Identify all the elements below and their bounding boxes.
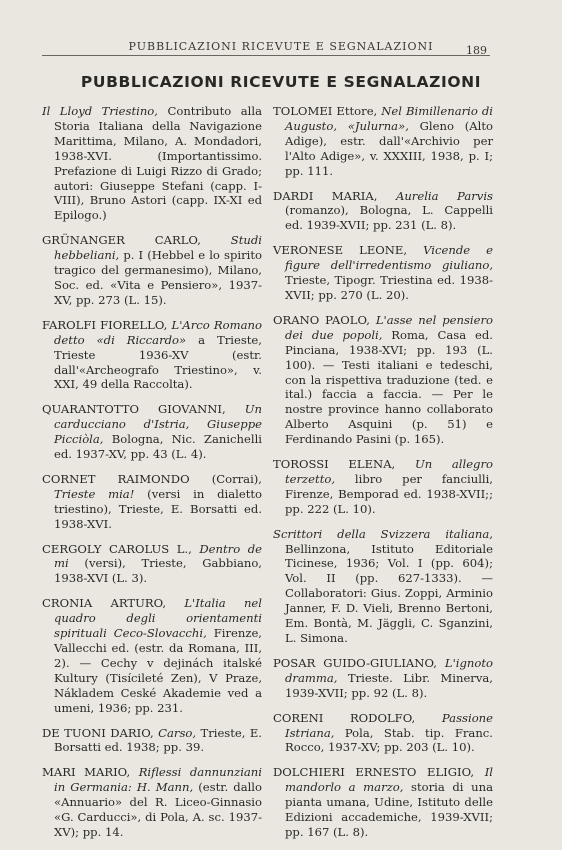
bibliography-entry: DOLCHIERI ERNESTO ELIGIO, Il mandorlo a marzo, storia di una pianta umana, Udine, Istituto delle Edizioni accademiche, 1939-XVII; pp. 167 (L. 8). [273, 765, 493, 839]
bibliography-entry: CORNET RAIMONDO (Corrai), Trieste mia! (versi in dialetto triestino), Trieste, E. Borsatti ed. 1938-XVI. [42, 471, 262, 531]
page-number: 189 [466, 44, 487, 57]
bibliography-entry: POSAR GUIDO-GIULIANO, L'ignoto dramma, Trieste. Libr. Minerva, 1939-XVII; pp. 92 (L. 8). [273, 655, 493, 700]
bibliography-entry: QUARANTOTTO GIOVANNI, Un carducciano d'Istria, Giuseppe Picciòla, Bologna, Nic. Zanichelli ed. 1937-XV, pp. 43 (L. 4). [42, 402, 262, 462]
running-title: PUBBLICAZIONI RICEVUTE E SEGNALAZIONI [128, 40, 434, 53]
bibliography-entry: Il Lloyd Triestino, Contributo alla Storia Italiana della Navigazione Marittima, Milano, A. Mondadori, 1938-XVI. (Importantissimo. Prefazione di Luigi Rizzo di Grado; autori: Giuseppe Stefani (capp. I-VIII), Bruno Astori (capp. IX-XI ed Epilogo.) [42, 104, 262, 223]
header-rule [42, 55, 490, 56]
bibliography-entry: FAROLFI FIORELLO, L'Arco Romano detto «di Riccardo» a Trieste, Trieste 1936-XV (estr. dall'«Archeografo Triestino», v. XXI, 49 della Raccolta). [42, 317, 262, 392]
bibliography-entry: TOROSSI ELENA, Un allegro terzetto, libro per fanciulli, Firenze, Bemporad ed. 1938-XVII;; pp. 222 (L. 10). [273, 457, 493, 516]
bibliography-entry: MARI MARIO, Riflessi dannunziani in Germania: H. Mann, (estr. dallo «Annuario» del R. Liceo-Ginnasio «G. Carducci», di Pola, A. sc. 1937-XV); pp. 14. [42, 765, 262, 839]
bibliography-entry: DARDI MARIA, Aurelia Parvis (romanzo), Bologna, L. Cappelli ed. 1939-XVII; pp. 231 (L. 8). [273, 188, 493, 233]
section-title: PUBBLICAZIONI RICEVUTE E SEGNALAZIONI [80, 73, 482, 91]
right-column [273, 104, 493, 850]
bibliography-entry: TOLOMEI Ettore, Nel Bimillenario di Augusto, «Julurna», Gleno (Alto Adige), estr. dall'«Archivio per l'Alto Adige», v. XXXIII, 1938, p. I; pp. 111. [273, 104, 494, 178]
bibliography-entry: VERONESE LEONE, Vicende e figure dell'irredentismo giuliano, Trieste, Tipogr. Triestina ed. 1938-XVII; pp. 270 (L. 20). [273, 243, 494, 302]
bibliography-entry: GRÜNANGER CARLO, Studi hebbeliani, p. I (Hebbel e lo spirito tragico del germanesimo), Milano, Soc. ed. «Vita e Pensiero», 1937-XV, pp. 273 (L. 15). [42, 233, 262, 307]
bibliography-entry: CERGOLY CAROLUS L., Dentro de mi (versi), Trieste, Gabbiano, 1938-XVI (L. 3). [42, 541, 262, 586]
bibliography-entry: Scrittori della Svizzera italiana, Bellinzona, Istituto Editoriale Ticinese, 1936; Vol. I (pp. 604); Vol. II (pp. 627-1333). — Collaboratori: Gius. Zoppi, Arminio Janner, F. D. Vieli, Brenno Bertoni, Em. Bontà, M. Jäggli, C. Sganzini, L. Simona. [273, 526, 493, 645]
bibliography-entry: CRONIA ARTURO, L'Italia nel quadro degli orientamenti spirituali Ceco-Slovacchi, Firenze, Vallecchi ed. (estr. da Romana, III, 2). — Cechy v dejinách italské Kultury (Tisícileté Zen), V Praze, Nákladem Ceské Akademie ved a umeni, 1936; pp. 231. [42, 596, 262, 715]
bibliography-entry: CORENI RODOLFO, Passione Istriana, Pola, Stab. tip. Franc. Rocco, 1937-XV; pp. 203 (L. 10). [273, 710, 493, 755]
bibliography-entry: ORANO PAOLO, L'asse nel pensiero dei due popoli, Roma, Casa ed. Pinciana, 1938-XVI; pp. 193 (L. 100). — Testi italiani e tedeschi, con la rispettiva traduzione (ted. e ital.) faccia a faccia. — Per le nostre province hanno collaborato Alberto Asquini (p. 51) e Ferdinando Pasini (p. 165). [273, 312, 493, 447]
left-column [42, 104, 262, 850]
bibliography-entry: DE TUONI DARIO, Carso, Trieste, E. Borsatti ed. 1938; pp. 39. [42, 725, 262, 755]
